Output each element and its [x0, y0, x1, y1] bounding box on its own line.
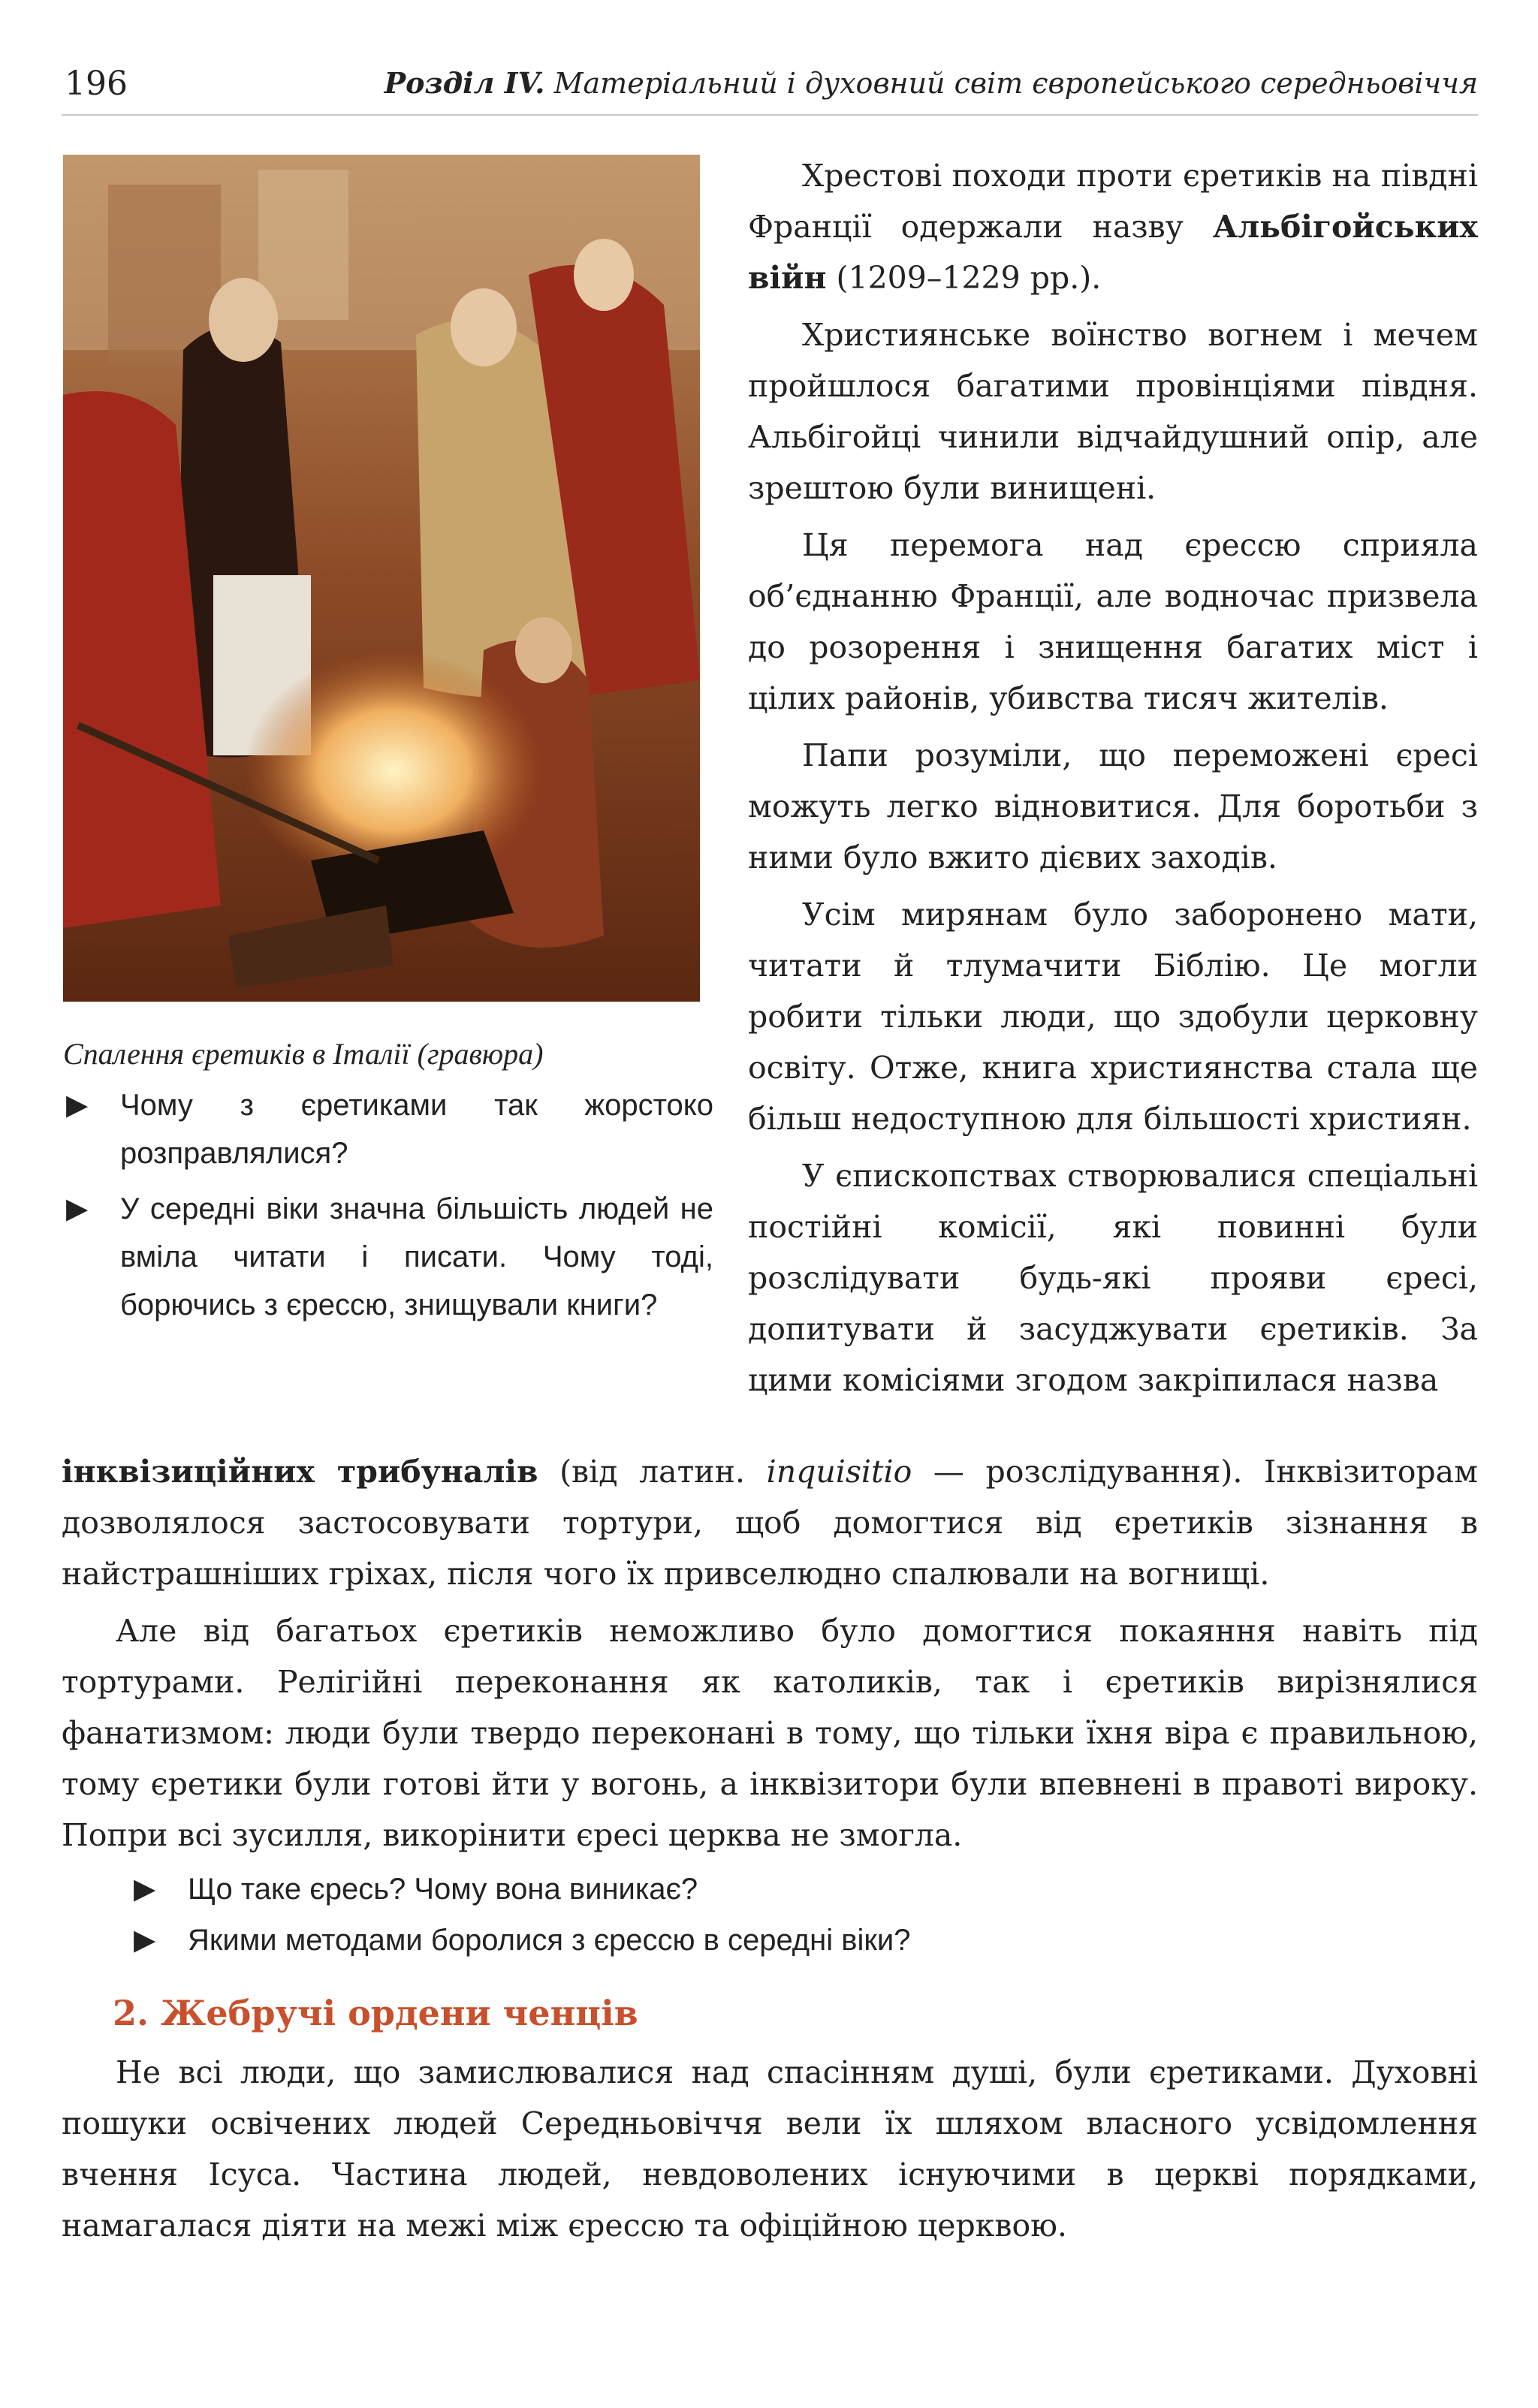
paragraph: Хрестові походи проти єретиків на півдні Франції одержали назву Альбігойських війн (1209–1229 рр.). — [748, 158, 1478, 296]
page-header — [62, 62, 1478, 116]
engraving-illustration — [63, 155, 700, 1002]
paragraph: Усім мирянам було заборонено мати, читати й тлумачити Біблію. Це могли робити тільки люди, що здобули церковну освіту. Отже, книга християнства стала ще більш недоступною для більшості християн. — [748, 897, 1478, 1137]
term-albigensian-wars: Альбігойських війн — [748, 209, 1478, 296]
full-width-text — [62, 1446, 1478, 1867]
bottom-questions — [134, 1864, 1464, 1966]
paragraph: У єпископствах створювалися спеціальні постійні комісії, які повинні були розслідувати будь-які прояви єресі, допитувати й засуджувати єретиків. За цими комісіями згодом закріпилася назва — [748, 1158, 1478, 1398]
running-head — [384, 66, 1478, 100]
paragraph: Християнське воїнство вогнем і мечем пройшлося багатими провінціями півдня. Альбігойці чинили відчайдушний опір, але зрештою були винищені. — [748, 317, 1478, 506]
paragraph: Ця перемога над єрессю сприяла об’єднанню Франції, але водночас призвела до розорення і знищення багатих міст і цілих районів, убивства тисяч жителів. — [748, 527, 1478, 716]
section-heading: 2. Жебручі ордени ченців — [113, 1993, 638, 2033]
bottom-question: ▶ Що таке єресь? Чому вона виникає? — [188, 1864, 1464, 1915]
triangle-bullet-icon: ▶ — [134, 1924, 156, 1956]
engraving-picture — [63, 155, 700, 1002]
figure-caption: Спалення єретиків в Італії (гравюра) — [63, 1037, 544, 1071]
triangle-bullet-icon: ▶ — [66, 1089, 89, 1121]
paragraph: Але від багатьох єретиків неможливо було домогтися покаяння навіть під тортурами. Релігійні переконання як католиків, так і єретиків вирізнялися фанатизмом: люди були твердо переконані в тому, що тільки їхня віра є правильною, тому єретики були готові йти у вогонь, а інквізитори були впевнені в правоті вироку. Попри всі зусилля, викорінити єресі церква не змогла. — [62, 1613, 1478, 1853]
section-paragraph: Не всі люди, що замислювалися над спасінням душі, були єретиками. Духовні пошуки освічених людей Середньовіччя вели їх шляхом власного усвідомлення вчення Ісуса. Частина людей, невдоволених існуючими в церкві порядками, намагалася діяти на межі між єрессю та офіційною церквою. — [62, 2054, 1478, 2244]
paragraph: інквізиційних трибуналів (від латин. inquisitio — розслідування). Інквізиторам дозволялося застосовувати тортури, щоб домогтися від єретиків зізнання в найстрашніших гріхах, після чого їх привселюдно спалювали на вогнищі. — [62, 1454, 1478, 1592]
latin-term: inquisitio — [766, 1454, 912, 1490]
running-head-title: Матеріальний і духовний світ європейського середньовіччя — [553, 67, 1478, 100]
page-number: 196 — [65, 65, 128, 103]
paragraph: Папи розуміли, що переможені єресі можуть легко відновитися. Для боротьби з ними було вжито дієвих заходів. — [748, 737, 1478, 875]
term-inquisition-tribunals: інквізиційних трибуналів — [62, 1454, 538, 1490]
sidebar-questions — [66, 1081, 713, 1337]
triangle-bullet-icon: ▶ — [66, 1193, 89, 1225]
sidebar-question: ▶ Чому з єретиками так жорстоко розправлялися? — [120, 1081, 713, 1177]
bottom-question: ▶ Якими методами боролися з єрессю в середні віки? — [188, 1915, 1464, 1966]
right-column-text — [748, 150, 1478, 1412]
running-head-section: Розділ IV. — [384, 66, 545, 100]
sidebar-question: ▶ У середні віки значна більшість людей не вміла читати і писати. Чому тоді, борючись з єрессю, знищували книги? — [120, 1185, 713, 1329]
triangle-bullet-icon: ▶ — [134, 1873, 156, 1905]
